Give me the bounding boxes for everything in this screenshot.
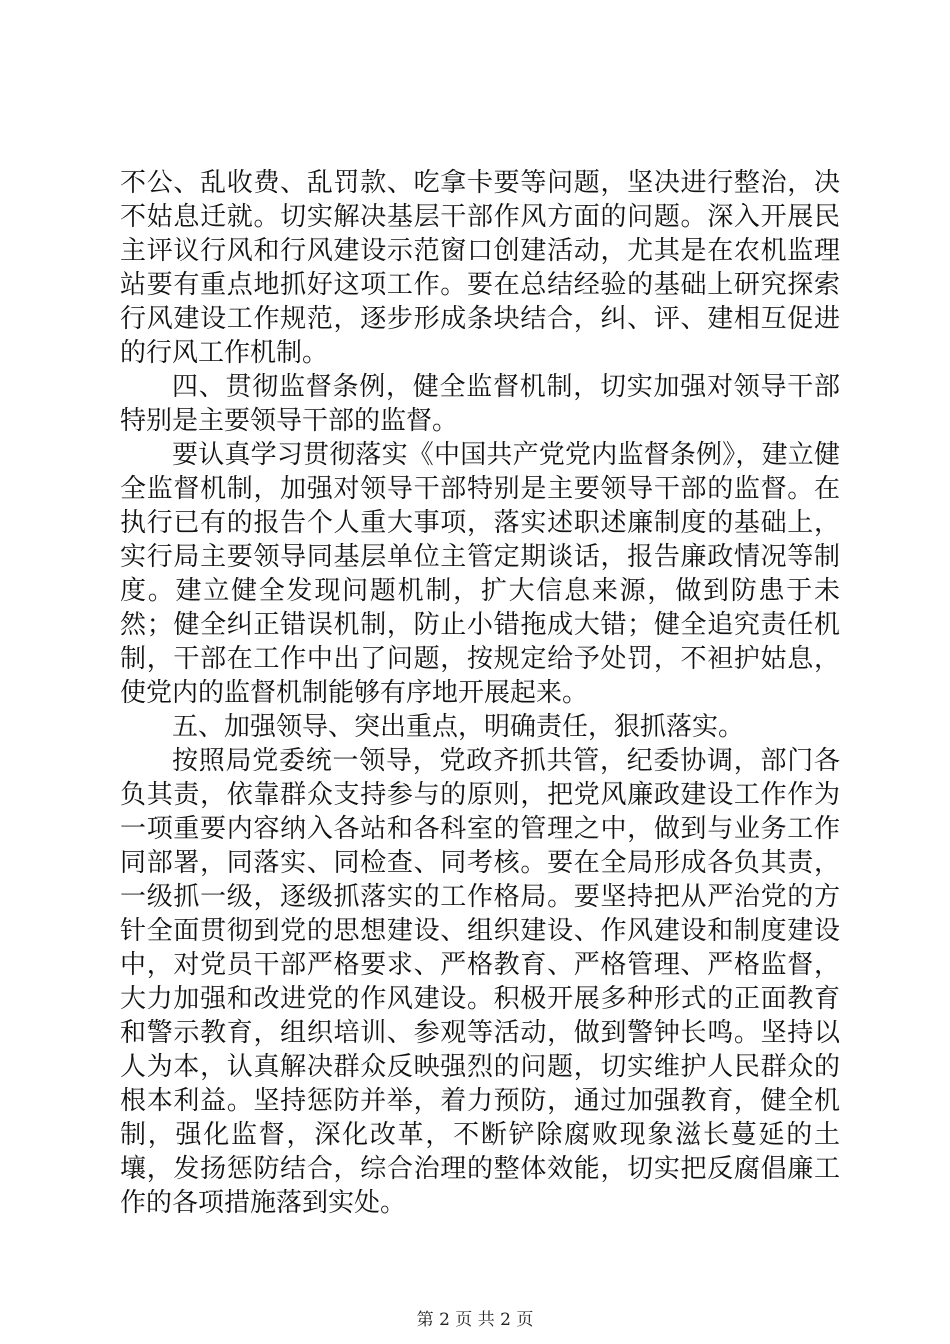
section-heading-five: 五、加强领导、突出重点，明确责任，狠抓落实。 [172,712,745,742]
page-number-footer: 第 2 页 共 2 页 [416,1310,534,1330]
paragraph-leadership: 按照局党委统一领导，党政齐抓共管，纪委协调，部门各负其责，依靠群众支持参与的原则，把党风廉政建设工作作为一项重要内容纳入各站和各科室的管理之中，做到与业务工作同部署，同落实、同检查、同考核。要在全局形成各负其责，一级抓一级，逐级抓落实的工作格局。要坚持把从严治党的方针全面贯彻到党的思想建设、组织建设、作风建设和制度建设中，对党员干部严格要求、严格教育、严格管理、严格监督，大力加强和改进党的作风建设。积极开展多种形式的正面教育和警示教育，组织培训、参观等活动，做到警钟长鸣。坚持以人为本，认真解决群众反映强烈的问题，切实维护人民群众的根本利益。坚持惩防并举，着力预防，通过加强教育，健全机制，强化监督，深化改革，不断铲除腐败现象滋长蔓延的土壤，发扬惩防结合，综合治理的整体效能，切实把反腐倡廉工作的各项措施落到实处。 [120,746,840,1218]
paragraph-supervision: 要认真学习贯彻落实《中国共产党党内监督条例》，建立健全监督机制，加强对领导干部特别是主要领导干部的监督。在执行已有的报告个人重大事项，落实述职述廉制度的基础上，实行局主要领导同基层单位主管定期谈话，报告廉政情况等制度。建立健全发现问题机制，扩大信息来源，做到防患于未然；健全纠正错误机制，防止小错拖成大错；健全追究责任机制，干部在工作中出了问题，按规定给予处罚，不袒护姑息，使党内的监督机制能够有序地开展起来。 [120,440,840,708]
paragraph-continuation: 不公、乱收费、乱罚款、吃拿卡要等问题，坚决进行整治，决不姑息迁就。切实解决基层干部作风方面的问题。深入开展民主评议行风和行风建设示范窗口创建活动，尤其是在农机监理站要有重点地抓好这项工作。要在总结经验的基础上研究探索行风建设工作规范，逐步形成条块结合，纠、评、建相互促进的行风工作机制。 [120,168,840,368]
section-heading-four: 四、贯彻监督条例，健全监督机制，切实加强对领导干部特别是主要领导干部的监督。 [120,372,840,436]
document-body [120,166,840,1220]
